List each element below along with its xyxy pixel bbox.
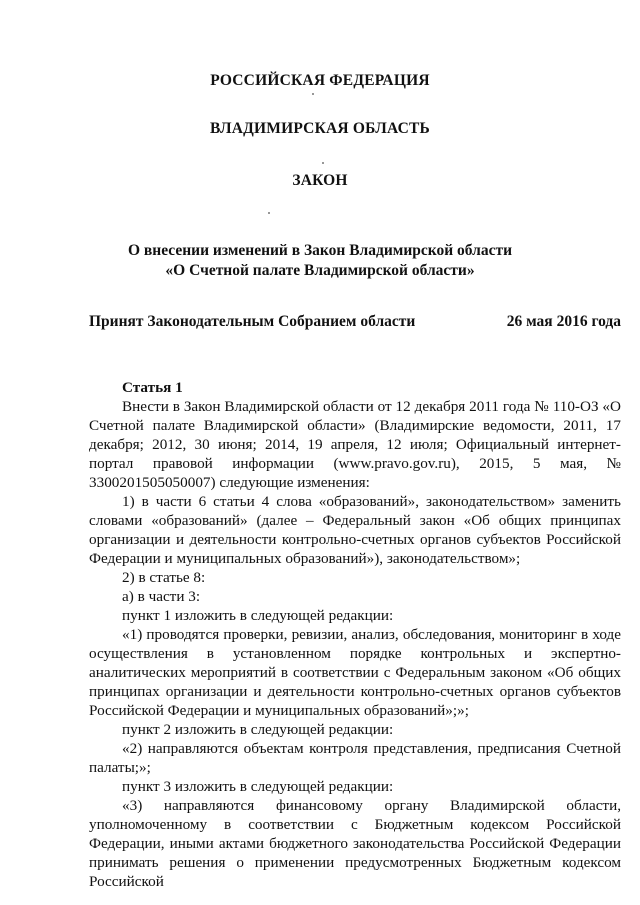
adoption-date: 26 мая 2016 года [506, 313, 621, 330]
scan-speck [268, 212, 270, 214]
paragraph: пункт 3 изложить в следующей редакции: [122, 778, 394, 795]
paragraph: «1) проводятся проверки, ревизии, анализ, обследования, мониторинг в ходе осуществления в установленном порядке контрольных и экспертно-аналитических мероприятий в соответствии с Федеральным законом «Об общих принципах организации и деятельности контрольно-счетных органов субъектов Российской Федерации и муниципальных образований»;»; [89, 626, 621, 719]
law-subject-line-1: О внесении изменений в Закон Владимирской области [127, 242, 513, 259]
article-heading: Статья 1 [122, 379, 183, 396]
law-body [89, 378, 621, 891]
paragraph: 2) в статье 8: [122, 569, 206, 586]
country-heading: РОССИЙСКАЯ ФЕДЕРАЦИЯ [210, 72, 430, 89]
law-type-heading: ЗАКОН [292, 172, 348, 189]
paragraph: Внести в Закон Владимирской области от 12 декабря 2011 года № 110-ОЗ «О Счетной палате Владимирской области» (Владимирские ведомости, 2011, 17 декабря; 2012, 30 июня; 2014, 19 апреля, 12 июля; Официальный интернет-портал правовой информации (www.pravo.gov.ru), 2015, 5 мая, № 3300201505050007) следующие изменения: [89, 398, 621, 491]
paragraph: «2) направляются объектам контроля представления, предписания Счетной палаты;»; [89, 740, 621, 776]
paragraph: а) в части 3: [122, 588, 201, 605]
scan-speck [312, 93, 314, 95]
paragraph: пункт 1 изложить в следующей редакции: [122, 607, 394, 624]
scan-speck [322, 162, 324, 164]
region-heading: ВЛАДИМИРСКАЯ ОБЛАСТЬ [210, 120, 430, 137]
paragraph: пункт 2 изложить в следующей редакции: [122, 721, 394, 738]
adoption-line [89, 313, 621, 331]
adopted-by-text: Принят Законодательным Собранием области [89, 313, 416, 330]
paragraph: 1) в части 6 статьи 4 слова «образований», законодательством» заменить словами «образований» (далее – Федеральный закон «Об общих принципах организации и деятельности контрольно-счетных органов субъектов Российской Федерации и муниципальных образований»), законодательством»; [89, 493, 621, 567]
paragraph: «3) направляются финансовому органу Владимирской области, уполномоченному в соответствии с Бюджетным кодексом Российской Федерации, иными актами бюджетного законодательства Российской Федерации принимать решения о применении предусмотренных Бюджетным кодексом Российской [89, 797, 621, 890]
law-subject-line-2: «О Счетной палате Владимирской области» [165, 262, 475, 279]
